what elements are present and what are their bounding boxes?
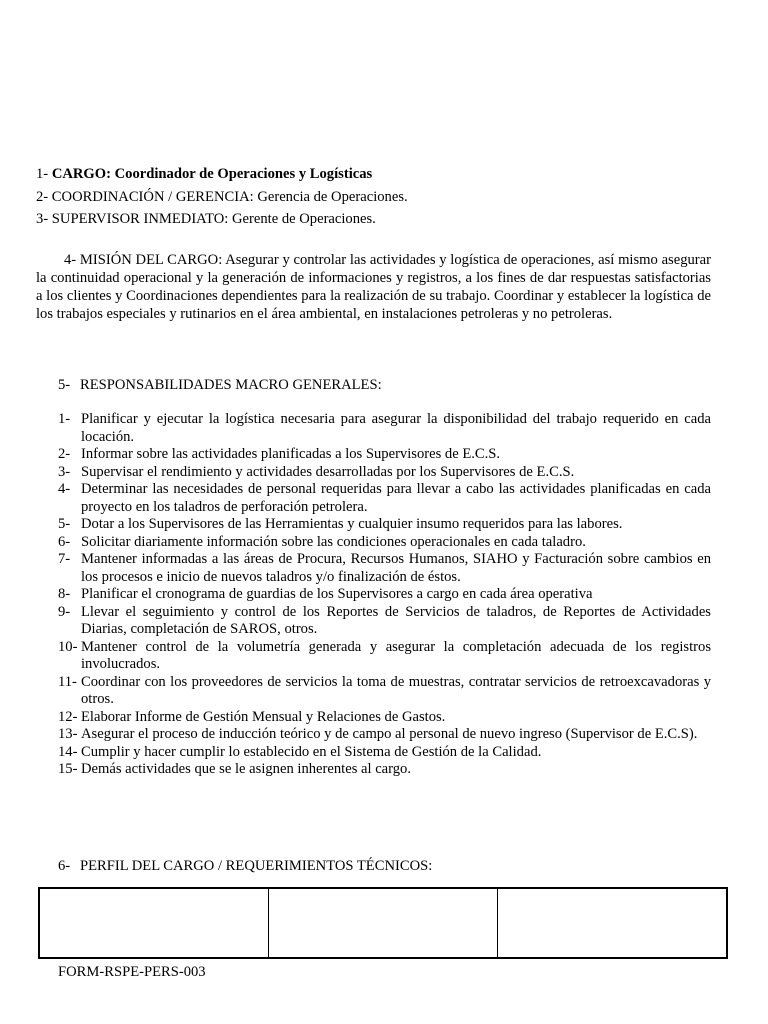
mission-text: 4- MISIÓN DEL CARGO: Asegurar y controlar las actividades y logística de operaciones, así mismo asegurar la continuidad operacional y la generación de informaciones y registros, a los fines de dar respuestas satisfactorias a los clientes y Coordinaciones dependientes para la realización de su trabajo. Coordinar y establecer la logística de los trabajos especiales y rutinarios en el área ambiental, en instalaciones petroleras y no petroleras.: [36, 252, 711, 322]
coordinacion-line: 2- COORDINACIÓN / GERENCIA: Gerencia de Operaciones.: [36, 189, 408, 205]
list-item-number: 6-: [58, 533, 71, 550]
list-item-number: 4-: [58, 481, 71, 497]
mission-paragraph: [36, 251, 711, 323]
cargo-title: CARGO: Coordinador de Operaciones y Logísticas: [51, 166, 373, 182]
list-item-number: 7-: [58, 551, 71, 567]
list-item-text: Planificar y ejecutar la logística necesaria para asegurar la disponibilidad del trabajo requerido en cada locación.: [81, 411, 711, 445]
requirements-table: [38, 887, 728, 959]
list-item: [58, 586, 711, 604]
list-item-text: Planificar el cronograma de guardias de los Supervisores a cargo en cada área operativa: [81, 586, 593, 602]
list-item-number: 14-: [58, 743, 78, 760]
list-item: [58, 761, 711, 779]
list-item-number: 5-: [58, 516, 71, 532]
profile-number: 6-: [58, 858, 71, 874]
list-item: [58, 516, 711, 534]
cargo-number: 1-: [36, 166, 52, 182]
requirements-cell: [40, 889, 269, 957]
list-item-number: 12-: [58, 708, 78, 725]
list-item-number: 9-: [58, 603, 71, 620]
list-item: [58, 411, 711, 446]
list-item: [58, 446, 711, 464]
list-item-text: Informar sobre las actividades planificadas a los Supervisores de E.C.S.: [81, 446, 501, 462]
list-item: [58, 464, 711, 482]
list-item-text: Supervisar el rendimiento y actividades desarrolladas por los Supervisores de E.C.S.: [81, 463, 575, 480]
list-item-text: Solicitar diariamente información sobre las condiciones operacionales en cada taladro.: [81, 533, 586, 550]
list-item: [58, 534, 711, 552]
list-item-text: Cumplir y hacer cumplir lo establecido en el Sistema de Gestión de la Calidad.: [81, 743, 542, 760]
list-item-text: Demás actividades que se le asignen inherentes al cargo.: [81, 761, 411, 777]
list-item: [58, 551, 711, 586]
cargo-line: [36, 165, 372, 183]
responsibilities-heading: [58, 376, 382, 394]
list-item-number: 13-: [58, 726, 78, 742]
list-item-number: 2-: [58, 446, 71, 462]
list-item-text: Coordinar con los proveedores de servicios la toma de muestras, contratar servicios de retroexcavadoras y otros.: [81, 673, 711, 707]
list-item: [58, 639, 711, 674]
requirements-cell: [498, 889, 726, 957]
list-item: [58, 674, 711, 709]
list-item-text: Asegurar el proceso de inducción teórico y de campo al personal de nuevo ingreso (Supervisor de E.C.S).: [81, 726, 698, 742]
list-item-text: Dotar a los Supervisores de las Herramientas y cualquier insumo requeridos para las labores.: [81, 516, 623, 532]
list-item-number: 1-: [58, 411, 71, 427]
list-item: [58, 481, 711, 516]
supervisor-line: 3- SUPERVISOR INMEDIATO: Gerente de Operaciones.: [36, 211, 376, 227]
list-item-text: Mantener control de la volumetría generada y asegurar la completación adecuada de los registros involucrados.: [81, 638, 711, 672]
profile-title: PERFIL DEL CARGO / REQUERIMIENTOS TÉCNICOS:: [80, 858, 433, 874]
list-item: [58, 604, 711, 639]
list-item: [58, 744, 711, 762]
requirements-cell: [269, 889, 498, 957]
form-code: FORM-RSPE-PERS-003: [58, 964, 206, 980]
list-item-text: Elaborar Informe de Gestión Mensual y Relaciones de Gastos.: [81, 708, 446, 725]
list-item-number: 15-: [58, 761, 78, 777]
list-item-number: 3-: [58, 463, 71, 480]
responsibilities-number: 5-: [58, 377, 71, 393]
list-item-number: 8-: [58, 586, 71, 602]
list-item-text: Determinar las necesidades de personal requeridas para llevar a cabo las actividades planificadas en cada proyecto en los taladros de perforación petrolera.: [81, 481, 711, 515]
responsibilities-list: [58, 411, 711, 779]
list-item-text: Mantener informadas a las áreas de Procura, Recursos Humanos, SIAHO y Facturación sobre cambios en los procesos e inicio de nuevos taladros y/o finalización de éstos.: [81, 551, 711, 585]
list-item-number: 10-: [58, 638, 78, 655]
profile-heading: [58, 857, 432, 875]
list-item: [58, 709, 711, 727]
list-item-number: 11-: [58, 673, 77, 690]
list-item: [58, 726, 711, 744]
list-item-text: Llevar el seguimiento y control de los Reportes de Servicios de taladros, de Reportes de Actividades Diarias, completación de SAROS, otros.: [81, 603, 711, 637]
responsibilities-title: RESPONSABILIDADES MACRO GENERALES:: [80, 377, 382, 393]
